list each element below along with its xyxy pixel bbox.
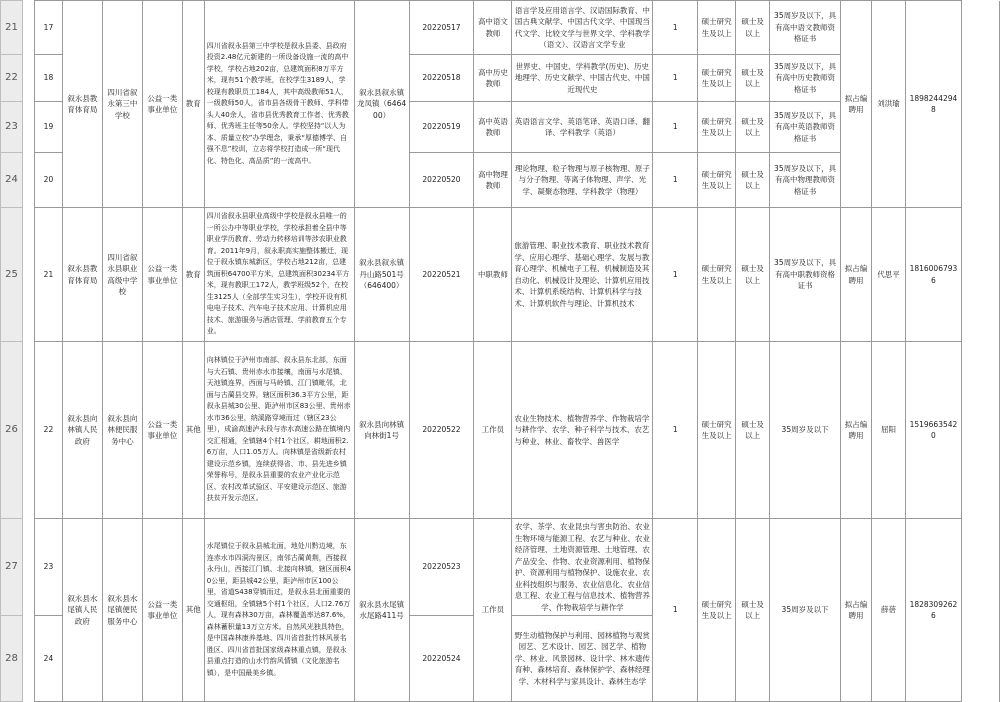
row-header: 27	[1, 519, 23, 616]
other-cell: 35周岁及以下，具有高中职教师资格证书	[770, 208, 841, 342]
count-cell: 1	[653, 55, 698, 102]
unit-type-cell: 公益一类事业单位	[142, 208, 182, 342]
major-cell: 理论物理、粒子物理与原子核物理、原子与分子物理、等离子体物理、声学、光学、凝聚态物理、学科教学（物理）	[512, 153, 653, 208]
major-cell: 世界史、中国史、学科教学(历史)、历史地理学、历史文献学、中国古代史、中国近现代史	[512, 55, 653, 102]
item-number: 17	[34, 1, 62, 55]
spacer-cell	[22, 1, 34, 55]
item-number: 20	[34, 153, 62, 208]
other-cell: 35周岁及以下，具有高中物理教师资格证书	[770, 153, 841, 208]
method-cell: 拟占编聘用	[841, 519, 872, 702]
contact-cell: 屈阳	[872, 342, 906, 519]
education-cell: 硕士研究生及以上	[698, 102, 736, 153]
item-number: 24	[34, 616, 62, 702]
post-name-cell: 高中语文教师	[474, 1, 512, 55]
department-cell: 叙永县教育体育局	[62, 1, 102, 208]
spacer-cell	[22, 208, 34, 342]
post-code-cell: 20220517	[409, 1, 474, 55]
row-header: 23	[1, 102, 23, 153]
phone-cell: 15196635420	[905, 342, 961, 519]
department-cell: 叙永县教育体育局	[62, 208, 102, 342]
other-cell: 35周岁及以下	[770, 342, 841, 519]
major-cell: 语言学及应用语言学、汉语国际教育、中国古典文献学、中国古代文学、中国现当代文学、比较文学与世界文学、学科教学（语文）、汉语言文学专业	[512, 1, 653, 55]
item-number: 23	[34, 519, 62, 616]
category-cell: 教育	[182, 1, 204, 208]
contact-cell: 代思平	[872, 208, 906, 342]
address-cell: 叙永县叙永镇龙凤镇（646400）	[354, 1, 409, 208]
post-code-cell: 20220519	[409, 102, 474, 153]
unit-type-cell: 公益一类事业单位	[142, 1, 182, 208]
degree-cell: 硕士及以上	[736, 153, 770, 208]
count-cell: 1	[653, 342, 698, 519]
degree-cell: 硕士及以上	[736, 1, 770, 55]
count-cell: 1	[653, 153, 698, 208]
phone-cell: 18283092626	[905, 519, 961, 702]
department-cell: 叙永县向林镇人民政府	[62, 342, 102, 519]
spacer-cell	[961, 342, 999, 519]
spacer-cell	[22, 102, 34, 153]
row-header: 21	[1, 1, 23, 55]
category-cell: 教育	[182, 208, 204, 342]
education-cell: 硕士研究生及以上	[698, 519, 736, 702]
method-cell: 拟占编聘用	[841, 1, 872, 208]
unit-cell: 叙永县向林便民服务中心	[102, 342, 142, 519]
unit-type-cell: 公益一类事业单位	[142, 342, 182, 519]
post-code-cell: 20220518	[409, 55, 474, 102]
row-header: 22	[1, 55, 23, 102]
degree-cell: 硕士及以上	[736, 55, 770, 102]
post-code-cell: 20220520	[409, 153, 474, 208]
contact-cell: 刘洪瑜	[872, 1, 906, 208]
degree-cell: 硕士及以上	[736, 342, 770, 519]
unit-cell: 四川省叙永县职业高级中学校	[102, 208, 142, 342]
post-name-cell: 工作员	[474, 519, 512, 702]
post-code-cell: 20220523	[409, 519, 474, 616]
education-cell: 硕士研究生及以上	[698, 1, 736, 55]
post-code-cell: 20220524	[409, 616, 474, 702]
major-cell: 英语语言文学、英语笔译、英语口译、翻译、学科教学（英语）	[512, 102, 653, 153]
item-number: 21	[34, 208, 62, 342]
major-cell: 野生动植物保护与利用、园林植物与观赏园艺、艺术设计、园艺、园艺学、植物学、林业、风景园林、设计学、林木遗传育种、森林培育、森林保护学、森林经理学、木材科学与家具设计、森林生态学	[512, 616, 653, 702]
category-cell: 其他	[182, 342, 204, 519]
row-header: 26	[1, 342, 23, 519]
post-name-cell: 高中物理教师	[474, 153, 512, 208]
item-number: 19	[34, 102, 62, 153]
address-cell: 叙永县水尾镇水尾路411号	[354, 519, 409, 702]
phone-cell: 18160067936	[905, 208, 961, 342]
table-row	[1, 1, 1000, 55]
spacer-cell	[22, 342, 34, 519]
spacer-cell	[22, 55, 34, 102]
unit-type-cell: 公益一类事业单位	[142, 519, 182, 702]
major-cell: 旅游管理、职业技术教育、职业技术教育学、应用心理学、基础心理学、发展与教育心理学、机械电子工程、机械制造及其自动化、机械设计及理论、计算机应用技术、计算机系统结构、计算机科学与技术、计算机软件与理论、计算机技术	[512, 208, 653, 342]
education-cell: 硕士研究生及以上	[698, 153, 736, 208]
education-cell: 硕士研究生及以上	[698, 342, 736, 519]
table-row	[1, 208, 1000, 342]
degree-cell: 硕士及以上	[736, 519, 770, 702]
other-cell: 35周岁及以下，具有高中英语教师资格证书	[770, 102, 841, 153]
education-cell: 硕士研究生及以上	[698, 208, 736, 342]
unit-cell: 四川省叙永第三中学校	[102, 1, 142, 208]
address-cell: 叙永县向林镇向林街1号	[354, 342, 409, 519]
table-row	[1, 342, 1000, 519]
spacer-cell	[22, 616, 34, 702]
method-cell: 拟占编聘用	[841, 342, 872, 519]
spacer-cell	[961, 208, 999, 342]
unit-intro-cell: 四川省叙永县职业高级中学校是叙永县唯一的一所公办中等职业学校，学校承担着全县中等职业学历教育、劳动力转移培训等涉农职业教育。2011年9月，叙永职高实施整体搬迁，现位于叙永镇东城新区，学校占地212亩，总建筑面积64700平方米，总建筑面积30234平方米，现有教职工172人，教学班级52个，在校生3125人（全部学生实习生），学校开设有机电电子技术、汽车电子技术应用、计算机应用技术、旅游服务与酒店管理、学前教育五个专业。	[204, 208, 354, 342]
department-cell: 叙永县水尾镇人民政府	[62, 519, 102, 702]
post-name-cell: 中职教师	[474, 208, 512, 342]
post-name-cell: 高中英语教师	[474, 102, 512, 153]
item-number: 22	[34, 342, 62, 519]
degree-cell: 硕士及以上	[736, 208, 770, 342]
unit-cell: 叙永县水尾镇便民服务中心	[102, 519, 142, 702]
count-cell: 1	[653, 102, 698, 153]
unit-intro-cell: 向林镇位于泸州市南部、叙永县东北部，东面与大石镇、贵州赤水市接壤，南面与水尾镇、天池镇连界，西面与马岭镇、江门镇毗邻，北面与古蔺县交界，辖区面积36.3平方公里，距叙永县城30公里、距泸州市区83公里、贵州赤水市36公里，纳溪路穿境而过（辖区23公里），成渝高速泸永段与赤水高速公路在镇境内交汇相通，全镇辖4个村1个社区，耕地面积2.6万亩，人口1.05万人。向林镇是省级新农村建设示范乡镇，连续获得省、市、县先进乡镇荣誉称号，是叙永县重要的农业产业化示范区、农村改革试验区、平安建设示范区、旅游扶贫开发示范区。	[204, 342, 354, 519]
spacer-cell	[22, 519, 34, 616]
category-cell: 其他	[182, 519, 204, 702]
unit-intro-cell: 水尾镇位于叙永县城北面，地处川黔边境，东连赤水市四洞沟景区，南邻古蔺黄荆，西接叙永丹山，西接江门镇、北接向林镇，辖区面积40公里，距县城42公里，距泸州市区100公里，省道S438穿镇而过，是叙永县北面重要的交通枢纽，全镇辖5个村1个社区，人口2.76万人，现有森林30万亩，森林覆盖率达87.6%，森林蓄积量13万立方米。自然风光独具特色，是中国森林康养基地、四川省首批竹林风景名胜区、四川省首批国家级森林重点镇，是叙永县重点打造的山水竹韵风情镇（文化旅游名镇），是中国最美乡镇。	[204, 519, 354, 702]
spacer-cell	[22, 153, 34, 208]
spacer-cell	[961, 1, 999, 208]
post-name-cell: 高中历史教师	[474, 55, 512, 102]
contact-cell: 薛蓓	[872, 519, 906, 702]
post-code-cell: 20220522	[409, 342, 474, 519]
other-cell: 35周岁及以下，具有高中语文教师资格证书	[770, 1, 841, 55]
count-cell: 1	[653, 208, 698, 342]
phone-cell: 18982442948	[905, 1, 961, 208]
table-row	[1, 519, 1000, 616]
spacer-cell	[961, 519, 999, 702]
row-header: 28	[1, 616, 23, 702]
count-cell: 1	[653, 519, 698, 702]
major-cell: 农业生物技术、植物营养学、作物栽培学与耕作学、农学、种子科学与技术、农艺与种业、林业、畜牧学、兽医学	[512, 342, 653, 519]
unit-intro-cell: 四川省叙永县第三中学校是叙永县委、县政府投资2.48亿元新建的一所设备设施一流的高中学校，学校占地202亩，总建筑面积8万平方米，现有51个教学班，在校学生3189人，学校现有教职员工184人，其中高级教师51人，一级教师50人，省市县各级骨干教师、学科带头人40余人，省市县优秀教育工作者、优秀教师、优秀班主任等50余人。学校坚持“以人为本、质量立校”办学理念，秉承“厚德博学、自强不息”校训，立志将学校打造成一所“现代化、特色化、高品质”的一流高中。	[204, 1, 354, 208]
degree-cell: 硕士及以上	[736, 102, 770, 153]
other-cell: 35周岁及以下，具有高中历史教师资格证书	[770, 55, 841, 102]
post-code-cell: 20220521	[409, 208, 474, 342]
method-cell: 拟占编聘用	[841, 208, 872, 342]
row-header: 24	[1, 153, 23, 208]
post-name-cell: 工作员	[474, 342, 512, 519]
row-header: 25	[1, 208, 23, 342]
item-number: 18	[34, 55, 62, 102]
other-cell: 35周岁及以下	[770, 519, 841, 702]
education-cell: 硕士研究生及以上	[698, 55, 736, 102]
address-cell: 叙永县叙永镇丹山路501号（646400）	[354, 208, 409, 342]
major-cell: 农学、茶学、农业昆虫与害虫防治、农业生物环境与能源工程、农艺与种业、农业经济管理、土地资源管理、土地管理、农产品安全、作物、农业资源利用、植物保护、资源利用与植物保护、设施农业、农业科技组织与服务、农业信息化、农业信息工程、农业工程与信息技术、植物营养学、作物栽培学与耕作学	[512, 519, 653, 616]
count-cell: 1	[653, 1, 698, 55]
